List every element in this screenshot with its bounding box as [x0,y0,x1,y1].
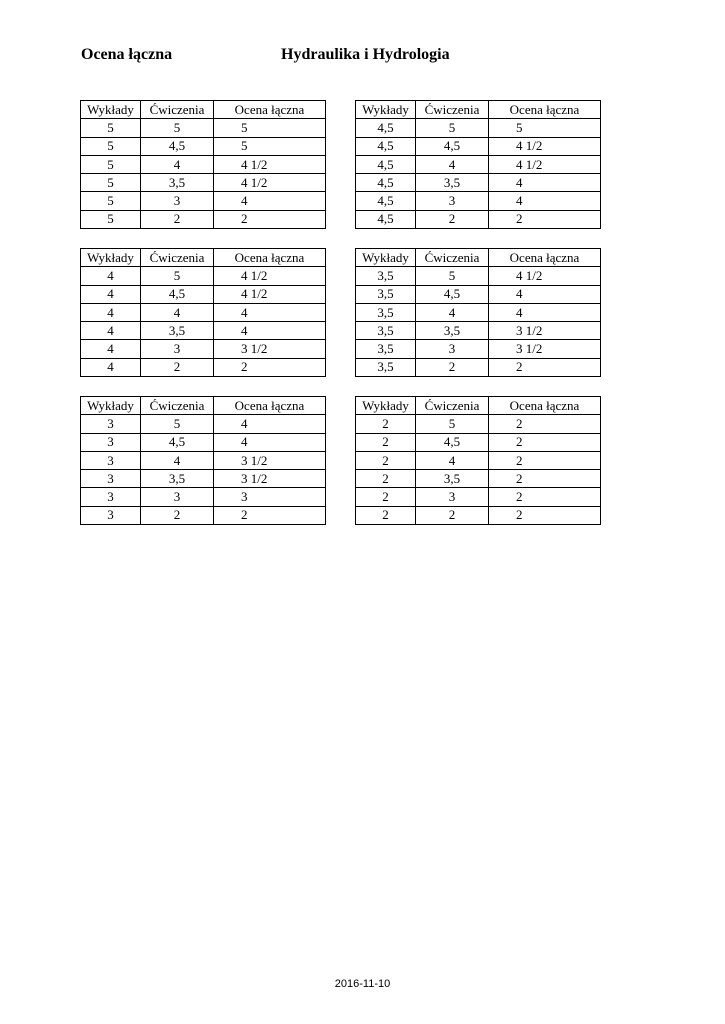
table-row [356,322,601,340]
table-header-row [81,249,326,267]
cell-cwiczenia: 4 [416,451,489,469]
header-ocena: Ocena łączna [214,101,326,119]
table-row [356,340,601,358]
cell-wyklady: 4,5 [356,119,416,137]
cell-cwiczenia: 3 [416,192,489,210]
cell-wyklady: 3,5 [356,358,416,376]
cell-wyklady: 4 [81,322,141,340]
table-row [356,415,601,433]
cell-cwiczenia: 3,5 [416,174,489,192]
cell-cwiczenia: 3,5 [141,174,214,192]
cell-ocena: 5 [214,119,326,137]
cell-wyklady: 3 [81,451,141,469]
cell-cwiczenia: 5 [141,267,214,285]
table-row [81,470,326,488]
header-cwiczenia: Ćwiczenia [141,397,214,415]
table-row [356,470,601,488]
table-row [356,119,601,137]
table-row [81,322,326,340]
cell-wyklady: 4 [81,285,141,303]
header-wyklady: Wykłady [81,101,141,119]
header-ocena: Ocena łączna [214,397,326,415]
cell-cwiczenia: 4,5 [416,433,489,451]
cell-ocena: 2 [489,488,601,506]
table-row [356,506,601,524]
cell-ocena: 2 [489,470,601,488]
cell-ocena: 2 [489,210,601,228]
cell-ocena: 4 1/2 [214,285,326,303]
cell-wyklady: 4,5 [356,155,416,173]
header-cwiczenia: Ćwiczenia [416,101,489,119]
cell-ocena: 4 [214,192,326,210]
header-wyklady: Wykłady [356,101,416,119]
cell-wyklady: 2 [356,433,416,451]
grade-table-3 [80,248,326,377]
cell-wyklady: 3 [81,506,141,524]
table-row [356,433,601,451]
grade-table-2 [355,100,601,229]
grade-table-1 [80,100,326,229]
table-row [81,488,326,506]
cell-wyklady: 3 [81,415,141,433]
table-row [356,155,601,173]
table-row [356,358,601,376]
cell-cwiczenia: 3,5 [141,470,214,488]
table-row [356,488,601,506]
cell-ocena: 2 [489,433,601,451]
cell-wyklady: 3,5 [356,267,416,285]
header-wyklady: Wykłady [81,397,141,415]
grade-table-4 [355,248,601,377]
cell-cwiczenia: 3 [416,340,489,358]
cell-ocena: 5 [489,119,601,137]
cell-wyklady: 4,5 [356,210,416,228]
cell-wyklady: 4 [81,340,141,358]
header-cwiczenia: Ćwiczenia [416,397,489,415]
cell-cwiczenia: 5 [416,119,489,137]
grade-table-6 [355,396,601,525]
table-row [356,303,601,321]
cell-wyklady: 3,5 [356,285,416,303]
cell-wyklady: 4,5 [356,192,416,210]
cell-ocena: 4 1/2 [214,174,326,192]
header-wyklady: Wykłady [356,249,416,267]
cell-cwiczenia: 5 [141,415,214,433]
cell-wyklady: 3 [81,488,141,506]
table-row [81,506,326,524]
cell-cwiczenia: 4,5 [141,433,214,451]
table-row [81,415,326,433]
cell-cwiczenia: 2 [141,358,214,376]
cell-cwiczenia: 4,5 [416,137,489,155]
cell-ocena: 4 [489,303,601,321]
cell-ocena: 2 [489,415,601,433]
cell-wyklady: 5 [81,155,141,173]
cell-wyklady: 4 [81,267,141,285]
table-row [356,137,601,155]
grade-table-5 [80,396,326,525]
cell-cwiczenia: 3 [416,488,489,506]
page-title-left: Ocena łączna [81,46,173,63]
cell-ocena: 3 1/2 [214,470,326,488]
cell-cwiczenia: 3 [141,192,214,210]
cell-cwiczenia: 2 [141,210,214,228]
table-row [356,267,601,285]
cell-ocena: 2 [214,358,326,376]
table-header-row [81,397,326,415]
table-row [81,285,326,303]
cell-ocena: 4 [214,303,326,321]
cell-ocena: 4 1/2 [489,137,601,155]
table-row [81,210,326,228]
footer-date: 2016-11-10 [334,978,391,990]
table-row [81,137,326,155]
cell-wyklady: 5 [81,210,141,228]
cell-wyklady: 4 [81,358,141,376]
cell-cwiczenia: 4,5 [416,285,489,303]
cell-wyklady: 4 [81,303,141,321]
cell-cwiczenia: 2 [416,358,489,376]
cell-ocena: 4 1/2 [489,155,601,173]
cell-ocena: 4 1/2 [214,267,326,285]
cell-cwiczenia: 2 [416,210,489,228]
cell-ocena: 2 [489,451,601,469]
header-ocena: Ocena łączna [489,101,601,119]
cell-ocena: 4 [214,433,326,451]
header-wyklady: Wykłady [356,397,416,415]
cell-cwiczenia: 4 [141,451,214,469]
cell-wyklady: 3 [81,470,141,488]
cell-wyklady: 3,5 [356,322,416,340]
cell-ocena: 3 1/2 [489,322,601,340]
cell-cwiczenia: 5 [416,415,489,433]
table-row [356,174,601,192]
cell-ocena: 2 [214,506,326,524]
cell-wyklady: 3 [81,433,141,451]
cell-cwiczenia: 4,5 [141,137,214,155]
header-ocena: Ocena łączna [214,249,326,267]
cell-cwiczenia: 3,5 [416,322,489,340]
table-header-row [81,101,326,119]
cell-cwiczenia: 4,5 [141,285,214,303]
page-title-right: Hydraulika i Hydrologia [281,46,450,63]
cell-ocena: 4 [214,322,326,340]
table-row [81,267,326,285]
cell-wyklady: 2 [356,470,416,488]
header-cwiczenia: Ćwiczenia [141,249,214,267]
cell-cwiczenia: 3,5 [141,322,214,340]
header-cwiczenia: Ćwiczenia [416,249,489,267]
cell-wyklady: 5 [81,119,141,137]
cell-wyklady: 2 [356,506,416,524]
table-row [81,174,326,192]
cell-wyklady: 3,5 [356,340,416,358]
cell-ocena: 2 [489,506,601,524]
cell-ocena: 2 [489,358,601,376]
table-header-row [356,101,601,119]
header-ocena: Ocena łączna [489,249,601,267]
cell-cwiczenia: 5 [416,267,489,285]
table-row [81,340,326,358]
cell-wyklady: 4,5 [356,137,416,155]
table-row [81,358,326,376]
cell-cwiczenia: 5 [141,119,214,137]
cell-ocena: 3 1/2 [214,340,326,358]
table-row [81,451,326,469]
cell-wyklady: 2 [356,415,416,433]
cell-ocena: 4 [489,285,601,303]
cell-cwiczenia: 4 [416,303,489,321]
cell-ocena: 2 [214,210,326,228]
cell-wyklady: 3,5 [356,303,416,321]
cell-ocena: 3 [214,488,326,506]
table-row [81,433,326,451]
cell-cwiczenia: 2 [141,506,214,524]
table-row [356,285,601,303]
cell-wyklady: 5 [81,192,141,210]
table-row [81,192,326,210]
cell-ocena: 4 [489,192,601,210]
cell-cwiczenia: 4 [416,155,489,173]
header-cwiczenia: Ćwiczenia [141,101,214,119]
table-row [81,155,326,173]
cell-cwiczenia: 3 [141,488,214,506]
cell-cwiczenia: 3 [141,340,214,358]
cell-wyklady: 2 [356,451,416,469]
table-row [81,303,326,321]
cell-wyklady: 5 [81,174,141,192]
cell-cwiczenia: 3,5 [416,470,489,488]
cell-wyklady: 5 [81,137,141,155]
cell-cwiczenia: 4 [141,155,214,173]
cell-ocena: 3 1/2 [214,451,326,469]
header-ocena: Ocena łączna [489,397,601,415]
table-header-row [356,397,601,415]
cell-cwiczenia: 2 [416,506,489,524]
table-row [356,451,601,469]
cell-wyklady: 2 [356,488,416,506]
cell-ocena: 4 1/2 [214,155,326,173]
cell-ocena: 5 [214,137,326,155]
table-header-row [356,249,601,267]
table-row [356,210,601,228]
cell-ocena: 4 [489,174,601,192]
header-wyklady: Wykłady [81,249,141,267]
cell-ocena: 4 [214,415,326,433]
table-row [81,119,326,137]
cell-ocena: 4 1/2 [489,267,601,285]
cell-ocena: 3 1/2 [489,340,601,358]
cell-wyklady: 4,5 [356,174,416,192]
table-row [356,192,601,210]
cell-cwiczenia: 4 [141,303,214,321]
